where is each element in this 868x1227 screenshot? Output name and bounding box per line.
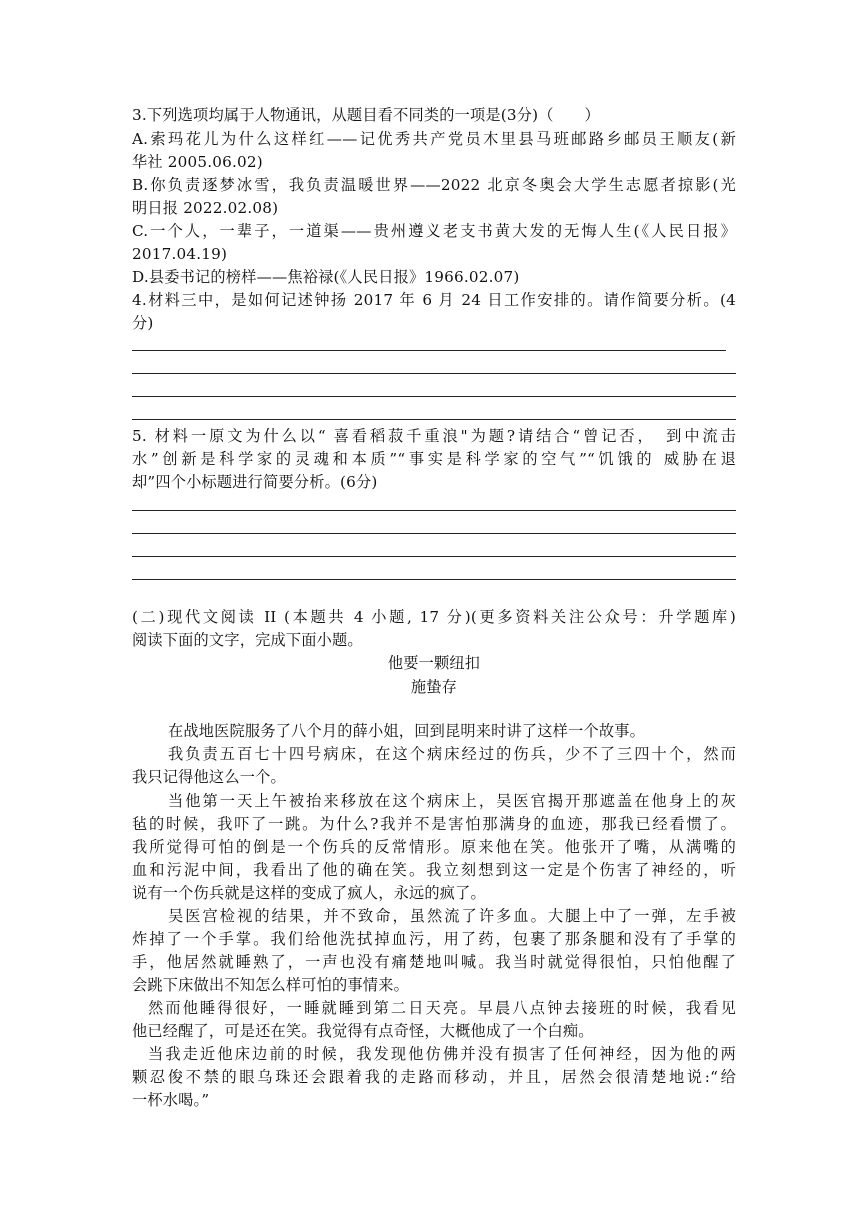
story-paragraph-cont: 我所觉得可怕的倒是一个伤兵的反常情形。原来他在笑。他张开了嘴，从满嘴的 — [132, 838, 736, 856]
story-title: 他要一颗纽扣 — [387, 654, 481, 672]
story-paragraph: 然而他睡得很好，一睡就睡到第二日天亮。早晨八点钟去接班的时候，我看见 — [148, 999, 736, 1017]
q3-option-a-cont: 华社 2005.06.02) — [132, 153, 263, 171]
q4-answer-line-2[interactable] — [132, 373, 736, 374]
q3-option-b: B.你负责逐梦冰雪，我负责温暖世界——2022 北京冬奥会大学生志愿者掠影(光 — [132, 176, 736, 194]
section-instruction: 阅读下面的文字，完成下面小题。 — [132, 631, 363, 649]
q3-option-c-cont: 2017.04.19) — [132, 245, 228, 263]
story-paragraph-cont: 炸掉了一个手掌。我们给他洗拭掉血污，用了药，包裹了那条腿和没有了手掌的 — [132, 930, 736, 948]
q3-option-a: A.索玛花儿为什么这样红——记优秀共产党员木里县马班邮路乡邮员王顺友(新 — [132, 130, 736, 148]
q3-option-d: D.县委书记的榜样——焦裕禄(《人民日报》1966.02.07) — [132, 268, 520, 286]
q4-stem-cont: 分) — [132, 314, 154, 332]
q5-answer-line-3[interactable] — [132, 556, 736, 557]
story-paragraph-cont: 我只记得他这么一个。 — [132, 768, 286, 786]
q3-option-c: C.一个人，一辈子，一道渠——贵州遵义老支书黄大发的无悔人生(《人民日报》 — [132, 222, 736, 240]
q5-stem-cont-1: 水”创新是科学家的灵魂和本质”“事实是科学家的空气”“饥饿的 威胁在退 — [132, 450, 736, 468]
story-paragraph-cont: 手，他居然就睡熟了，一声也没有痛楚地叫喊。我当时就觉得很怕，只怕他醒了 — [132, 953, 736, 971]
story-paragraph-cont: 一杯水喝。” — [132, 1091, 210, 1109]
q5-stem: 5. 材料一原文为什么以“ 喜看稻菽千重浪"为题?请结合“曾记否， 到中流击 — [132, 427, 736, 445]
story-paragraph: 当我走近他床边前的时候，我发现他仿佛并没有损害了任何神经，因为他的两 — [148, 1045, 736, 1063]
story-paragraph-cont: 会跳下床做出不知怎么样可怕的事情来。 — [132, 976, 409, 994]
q4-stem: 4.材料三中，是如何记述钟扬 2017 年 6 月 24 日工作安排的。请作简要分析。(4 — [132, 291, 736, 309]
section-header: (二)现代文阅读 II (本题共 4 小题, 17 分)(更多资料关注公众号：升学题库) — [132, 608, 736, 626]
story-paragraph: 当他第一天上午被抬来移放在这个病床上，吴医官揭开那遮盖在他身上的灰 — [168, 792, 736, 810]
q5-stem-cont-2: 却”四个小标题进行简要分析。(6分) — [132, 473, 378, 491]
q5-answer-line-4[interactable] — [132, 579, 736, 580]
q3-option-b-cont: 明日报 2022.02.08) — [132, 199, 279, 217]
q4-answer-line-4[interactable] — [132, 419, 736, 420]
q4-answer-line-3[interactable] — [132, 396, 736, 397]
story-paragraph: 在战地医院服务了八个月的薛小姐，回到昆明来时讲了这样一个故事。 — [168, 722, 646, 740]
story-paragraph-cont: 血和污泥中间，我看出了他的确在笑。我立刻想到这一定是个伤害了神经的，听 — [132, 861, 736, 879]
story-author: 施蛰存 — [410, 678, 458, 696]
q4-answer-line-1[interactable] — [132, 350, 726, 351]
story-paragraph-cont: 毡的时候，我吓了一跳。为什么?我并不是害怕那满身的血迹，那我已经看惯了。 — [132, 815, 736, 833]
story-paragraph: 吴医宫检视的结果，并不致命，虽然流了许多血。大腿上中了一弹，左手被 — [168, 907, 736, 925]
story-paragraph: 我负责五百七十四号病床，在这个病床经过的伤兵，少不了三四十个，然而 — [168, 745, 736, 763]
q5-answer-line-1[interactable] — [132, 510, 736, 511]
story-paragraph-cont: 说有一个伤兵就是这样的变成了疯人，永远的疯了。 — [132, 884, 486, 902]
q5-answer-line-2[interactable] — [132, 533, 736, 534]
story-paragraph-cont: 颗忍俊不禁的眼乌珠还会跟着我的走路而移动，并且，居然会很清楚地说:“给 — [132, 1068, 736, 1086]
story-paragraph-cont: 他已经醒了，可是还在笑。我觉得有点奇怪，大概他成了一个白痴。 — [132, 1022, 594, 1040]
q3-stem: 3.下列选项均属于人物通讯，从题目看不同类的一项是(3分)（ ） — [132, 106, 600, 124]
